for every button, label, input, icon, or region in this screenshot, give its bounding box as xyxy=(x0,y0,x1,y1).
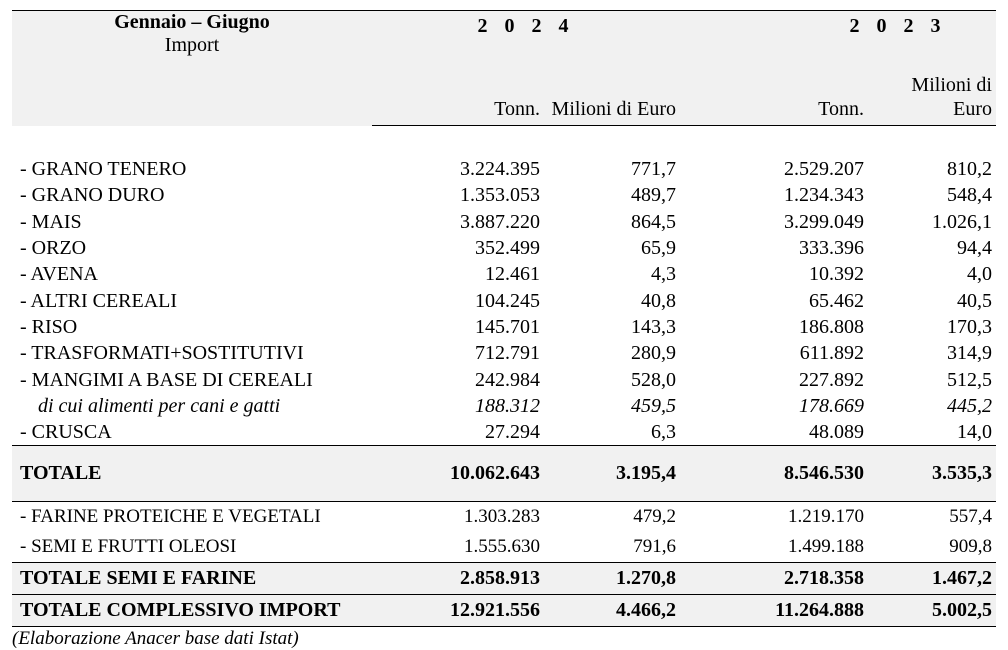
meur-2024: 771,7 xyxy=(631,158,676,181)
table-row xyxy=(12,182,996,208)
unit-tonn-2024: Tonn. xyxy=(372,49,544,126)
unit-tonn-2023: Tonn. xyxy=(680,49,868,126)
meur-2024: 40,8 xyxy=(641,289,676,312)
totale-label: TOTALE xyxy=(12,446,372,502)
tonn-2024: 3.224.395 xyxy=(460,158,540,181)
meur-2023: 94,4 xyxy=(957,237,992,260)
totale-import-meur-2023: 5.002,5 xyxy=(868,595,996,627)
unit-meur-2024: Milioni di Euro xyxy=(544,49,680,126)
meur-2023: 512,5 xyxy=(947,368,992,391)
meur-2023: 1.026,1 xyxy=(932,210,992,233)
tonn-2023: 1.234.343 xyxy=(784,184,864,207)
tonn-2024: 1.555.630 xyxy=(464,536,540,558)
row-label: - ALTRI CEREALI xyxy=(20,289,178,312)
table-row xyxy=(12,419,996,446)
totale-tonn-2023: 8.546.530 xyxy=(680,446,868,502)
tonn-2024: 104.245 xyxy=(475,289,540,312)
row-label: - FARINE PROTEICHE E VEGETALI xyxy=(20,506,321,528)
totale-import-meur-2024: 4.466,2 xyxy=(544,595,680,627)
meur-2024: 459,5 xyxy=(631,394,676,417)
spacer-row xyxy=(12,126,996,157)
table-row xyxy=(12,287,996,313)
row-label: - RISO xyxy=(20,315,78,338)
totale-row xyxy=(12,446,996,502)
meur-2024: 528,0 xyxy=(631,368,676,391)
totale-semi-meur-2024: 1.270,8 xyxy=(544,563,680,595)
meur-2023: 557,4 xyxy=(949,506,992,528)
totale-semi-tonn-2023: 2.718.358 xyxy=(680,563,868,595)
table-row xyxy=(12,340,996,366)
period-label: Gennaio – Giugno xyxy=(114,11,270,33)
meur-2023: 445,2 xyxy=(947,394,992,417)
tonn-2023: 48.089 xyxy=(809,421,864,444)
meur-2023: 170,3 xyxy=(947,315,992,338)
row-label: - MANGIMI A BASE DI CEREALI xyxy=(20,368,313,391)
source-note: (Elaborazione Anacer base dati Istat) xyxy=(12,628,299,650)
year-2024-header: 2 0 2 4 xyxy=(372,11,680,50)
row-label: - GRANO DURO xyxy=(20,184,165,207)
row-label: di cui alimenti per cani e gatti xyxy=(38,394,281,417)
tonn-2023: 2.529.207 xyxy=(784,158,864,181)
row-label: - AVENA xyxy=(20,263,98,286)
tonn-2024: 352.499 xyxy=(475,237,540,260)
meur-2024: 864,5 xyxy=(631,210,676,233)
tonn-2023: 1.219.170 xyxy=(788,506,864,528)
totale-import-tonn-2023: 11.264.888 xyxy=(680,595,868,627)
totale-meur-2024: 3.195,4 xyxy=(544,446,680,502)
table-row xyxy=(12,261,996,287)
table-row xyxy=(12,532,996,563)
meur-2023: 14,0 xyxy=(957,421,992,444)
import-table xyxy=(12,10,996,627)
table-row xyxy=(12,314,996,340)
tonn-2024: 12.461 xyxy=(485,263,540,286)
meur-2023: 810,2 xyxy=(947,158,992,181)
header-row-years xyxy=(12,11,996,50)
row-label: - MAIS xyxy=(20,210,82,233)
table-row-subitem xyxy=(12,393,996,419)
tonn-2023: 186.808 xyxy=(799,315,864,338)
meur-2023: 4,0 xyxy=(967,263,992,286)
totale-import-row xyxy=(12,595,996,627)
meur-2024: 791,6 xyxy=(633,536,676,558)
totale-import-tonn-2024: 12.921.556 xyxy=(372,595,544,627)
header-period-cell xyxy=(12,11,372,126)
row-label: - CRUSCA xyxy=(20,421,112,444)
tonn-2023: 1.499.188 xyxy=(788,536,864,558)
totale-semi-row xyxy=(12,563,996,595)
tonn-2023: 227.892 xyxy=(799,368,864,391)
table-row xyxy=(12,156,996,182)
tonn-2024: 145.701 xyxy=(475,315,540,338)
totale-tonn-2024: 10.062.643 xyxy=(372,446,544,502)
meur-2023: 909,8 xyxy=(949,536,992,558)
tonn-2023: 178.669 xyxy=(799,394,864,417)
meur-2024: 280,9 xyxy=(631,342,676,365)
row-label: - GRANO TENERO xyxy=(20,158,187,181)
tonn-2023: 65.462 xyxy=(809,289,864,312)
totale-semi-label: TOTALE SEMI E FARINE xyxy=(12,563,372,595)
tonn-2024: 27.294 xyxy=(485,421,540,444)
totale-import-label: TOTALE COMPLESSIVO IMPORT xyxy=(12,595,372,627)
table-row xyxy=(12,235,996,261)
totale-semi-tonn-2024: 2.858.913 xyxy=(372,563,544,595)
totale-semi-meur-2023: 1.467,2 xyxy=(868,563,996,595)
meur-2023: 548,4 xyxy=(947,184,992,207)
meur-2023: 314,9 xyxy=(947,342,992,365)
unit-meur-2023: Milioni di Euro xyxy=(868,49,996,126)
tonn-2024: 1.303.283 xyxy=(464,506,540,528)
row-label: - ORZO xyxy=(20,237,87,260)
meur-2024: 479,2 xyxy=(633,506,676,528)
totale-meur-2023: 3.535,3 xyxy=(868,446,996,502)
tonn-2024: 242.984 xyxy=(475,368,540,391)
tonn-2023: 611.892 xyxy=(799,342,864,365)
tonn-2024: 1.353.053 xyxy=(460,184,540,207)
tonn-2023: 3.299.049 xyxy=(784,210,864,233)
tonn-2024: 3.887.220 xyxy=(460,210,540,233)
meur-2024: 6,3 xyxy=(651,421,676,444)
meur-2024: 4,3 xyxy=(651,263,676,286)
tonn-2023: 333.396 xyxy=(799,237,864,260)
meur-2024: 65,9 xyxy=(641,237,676,260)
tonn-2024: 188.312 xyxy=(475,394,540,417)
meur-2023: 40,5 xyxy=(957,289,992,312)
tonn-2024: 712.791 xyxy=(475,342,540,365)
row-label: - TRASFORMATI+SOSTITUTIVI xyxy=(20,342,304,365)
tonn-2023: 10.392 xyxy=(809,263,864,286)
meur-2024: 143,3 xyxy=(631,315,676,338)
year-2023-header: 2 0 2 3 xyxy=(680,11,996,50)
row-label: - SEMI E FRUTTI OLEOSI xyxy=(20,536,237,558)
table-row xyxy=(12,366,996,392)
import-table-container xyxy=(12,10,996,650)
table-row xyxy=(12,502,996,533)
table-row xyxy=(12,209,996,235)
meur-2024: 489,7 xyxy=(631,184,676,207)
flow-label: Import xyxy=(164,34,220,56)
